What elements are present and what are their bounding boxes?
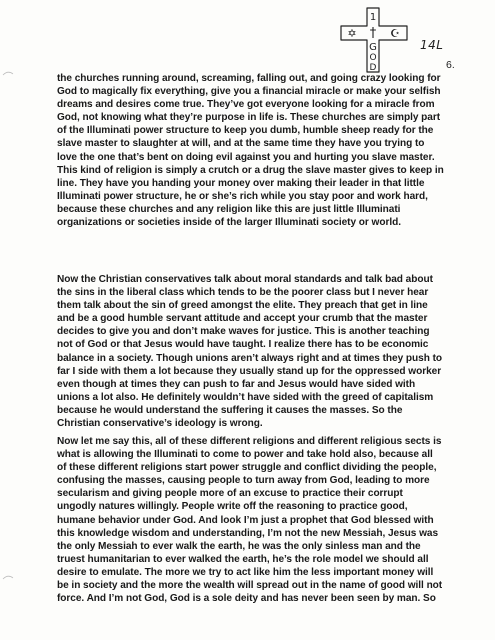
text-line: them talk about the sin of greed amongst the elite. They preach that get in line <box>57 300 428 312</box>
text-line: organizations or societies inside of the larger Illuminati society or world. <box>57 217 401 229</box>
star-of-david-icon: ✡ <box>347 27 357 40</box>
text-line: decides to give you and don’t make waves for justice. This is another teaching <box>57 326 430 338</box>
text-line: confusing the masses, causing people to turn away from God, leading to more <box>57 475 430 487</box>
emblem-letter-1: 1 <box>369 12 377 23</box>
text-line: humane behavior under God. And look I’m just a prophet that God blessed with <box>57 514 434 526</box>
paragraph-1 <box>57 72 462 229</box>
text-line: secularism and giving people more of an excuse to practice their corrupt <box>57 488 403 500</box>
text-line: Now the Christian conservatives talk about moral standards and talk bad about <box>57 274 433 285</box>
text-line: God to magically fix everything, give you a financial miracle or make your selfish <box>57 86 441 98</box>
text-line: line. They have you handing your money over making their leader in that little <box>57 177 425 189</box>
paragraph-3 <box>57 435 462 605</box>
text-line: because he would understand the suffering it causes the masses. So the <box>57 404 403 416</box>
text-line: of the Illuminati power structure to keep you dumb, humble sheep ready for the <box>57 125 434 137</box>
punch-hole-mark-icon <box>2 574 14 580</box>
text-line: unions a lot also. He definitely wouldn’t have sided with the greed of capitalism <box>57 391 434 403</box>
page-number: 6. <box>446 59 455 71</box>
text-line: far I side with them a lot because they usually stand up for the oppressed worker <box>57 365 442 377</box>
text-line: not of God or that Jesus would have taught. I realize there has to be economic <box>57 339 429 351</box>
text-line: love the one that’s bent on doing evil against you and hurting you slave master. <box>57 151 435 163</box>
crescent-star-icon: ☪ <box>390 27 400 40</box>
text-line: Illuminati power structure, he or she’s rich while you stay poor and work hard, <box>57 190 428 202</box>
text-line: the sins in the liberal class which tends to be the poorer class but I never hear <box>57 287 429 299</box>
text-line: because these churches and any religion like this are just little Illuminati <box>57 203 401 215</box>
paragraph-2 <box>57 273 462 430</box>
text-line: dreams and desires come true. They’ve got everyone looking for a miracle from <box>57 99 435 111</box>
emblem-letter-d: D <box>369 63 377 73</box>
text-line: God, not knowing what they’re purpose in life is. These churches are simply part <box>57 112 441 124</box>
text-line: what is allowing the Illuminati to come to power and take hold also, because all <box>57 449 433 461</box>
emblem-letter-o: O <box>369 53 377 63</box>
text-line: Christian conservative’s ideology is wrong. <box>57 418 263 430</box>
text-line: this knowledge wisdom and understanding, I’m not the new Messiah, Jesus was <box>57 527 439 539</box>
text-line: even though at times they can push to far and Jesus would have sided with <box>57 378 416 390</box>
text-line: ungodly natures willingly. People write off the reasoning to practice good, <box>57 501 408 513</box>
text-line: force. And I’m not God, God is a sole deity and has never been seen by man. So <box>57 593 436 605</box>
punch-hole-mark-icon <box>2 70 14 76</box>
text-line: of these different religions start power struggle and conflict dividing the people, <box>57 462 437 474</box>
text-line: and be a good humble servant attitude and accept your crumb that the master <box>57 313 428 325</box>
handwritten-note: 14L <box>420 38 444 52</box>
text-line: desire to emulate. The more we try to act like him the less important money will <box>57 566 434 578</box>
text-line: balance in a society. Though unions aren’t always right and at times they push to <box>57 352 443 364</box>
text-line: This kind of religion is simply a crutch or a drug the slave master gives to keep in <box>57 164 444 176</box>
emblem-letter-g: G <box>369 42 377 53</box>
emblem-cross-mark: † <box>369 26 377 41</box>
text-line: the only Messiah to ever walk the earth, he was the only sinless man and the <box>57 540 421 552</box>
text-line: be in society and the more the wealth will spread out in the name of good will not <box>57 580 443 592</box>
text-line: the churches running around, screaming, falling out, and going crazy looking for <box>57 73 441 84</box>
text-line: Now let me say this, all of these different religions and different religious sects is <box>57 436 442 447</box>
text-line: slave master to slaughter at will, and at the same time they have you trying to <box>57 138 425 150</box>
cross-emblem-icon <box>339 6 411 74</box>
text-line: truest humanitarian to ever walked the earth, he’s the role model we should all <box>57 553 429 565</box>
